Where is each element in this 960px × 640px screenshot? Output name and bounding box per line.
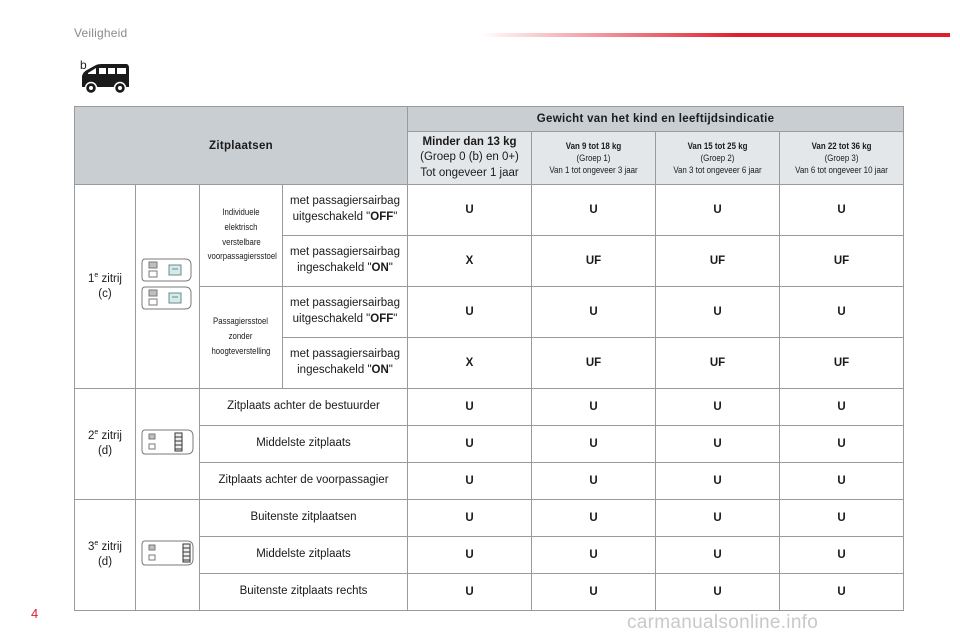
value-cell: UF [780,338,904,389]
seat-type-electric: Individuele elektrisch verstelbare voorpassagiersstoel [200,185,283,287]
row-2-label: 2e zitrij (d) [75,389,136,500]
weight-age-header: Gewicht van het kind en leeftijdsindicatie [408,107,904,132]
airbag-condition: met passagiersairbag uitgeschakeld "OFF" [283,185,408,236]
seat-position: Middelste zitplaats [200,537,408,574]
group-0-header: Minder dan 13 kg (Groep 0 (b) en 0+) Tot ongeveer 1 jaar [408,132,532,185]
table-row [75,389,904,426]
table-row [75,537,904,574]
value-cell: U [408,185,532,236]
seat-position: Buitenste zitplaatsen [200,500,408,537]
value-cell: U [532,574,656,611]
value-cell: U [408,574,532,611]
value-cell: U [656,287,780,338]
value-cell: U [532,426,656,463]
second-row-seat-icon [141,427,195,457]
group-1-header: Van 9 tot 18 kg (Groep 1) Van 1 tot ongeveer 3 jaar [532,132,656,185]
row-1-label: 1e zitrij (c) [75,185,136,389]
seat-type-fixed: Passagiersstoel zonder hoogteverstelling [200,287,283,389]
value-cell: U [656,426,780,463]
seat-position: Middelste zitplaats [200,426,408,463]
section-title: Veiligheid [74,26,128,40]
third-row-diagram-cell [136,500,200,611]
value-cell: U [780,537,904,574]
seat-position: Zitplaats achter de bestuurder [200,389,408,426]
table-row [75,500,904,537]
value-cell: U [656,389,780,426]
value-cell: U [656,463,780,500]
value-cell: U [656,537,780,574]
value-cell: U [532,287,656,338]
second-row-diagram-cell [136,389,200,500]
seats-column-header: Zitplaatsen [75,107,408,185]
value-cell: U [656,574,780,611]
value-cell: X [408,236,532,287]
value-cell: U [532,463,656,500]
value-cell: U [780,185,904,236]
value-cell: U [532,389,656,426]
table-row [75,185,904,236]
value-cell: U [780,463,904,500]
value-cell: U [532,185,656,236]
value-cell: U [408,287,532,338]
value-cell: U [780,500,904,537]
value-cell: UF [532,338,656,389]
front-seat-diagram-cell [136,185,200,389]
vehicle-variant-label: b [80,58,87,72]
page-number: 4 [31,606,39,621]
table-row [75,426,904,463]
value-cell: X [408,338,532,389]
seat-position: Buitenste zitplaats rechts [200,574,408,611]
value-cell: U [408,500,532,537]
front-passenger-seat-icon [141,255,195,313]
third-row-seat-icon [141,538,195,568]
value-cell: U [408,389,532,426]
value-cell: UF [532,236,656,287]
group-3-header: Van 22 tot 36 kg (Groep 3) Van 6 tot ongeveer 10 jaar [780,132,904,185]
value-cell: UF [780,236,904,287]
value-cell: U [408,537,532,574]
airbag-condition: met passagiersairbag uitgeschakeld "OFF" [283,287,408,338]
watermark: carmanualsonline.info [627,612,819,633]
table-row [75,574,904,611]
value-cell: U [656,500,780,537]
van-icon [76,60,132,98]
table-row [75,463,904,500]
value-cell: U [780,287,904,338]
value-cell: U [532,500,656,537]
value-cell: U [408,426,532,463]
value-cell: U [780,574,904,611]
value-cell: UF [656,338,780,389]
value-cell: U [780,389,904,426]
value-cell: U [780,426,904,463]
table-row [75,287,904,338]
airbag-condition: met passagiersairbag ingeschakeld "ON" [283,236,408,287]
value-cell: U [408,463,532,500]
group-2-header: Van 15 tot 25 kg (Groep 2) Van 3 tot ongeveer 6 jaar [656,132,780,185]
child-seat-table [74,106,904,611]
value-cell: U [532,537,656,574]
value-cell: U [656,185,780,236]
value-cell: UF [656,236,780,287]
header-accent-bar [480,33,950,37]
row-3-label: 3e zitrij (d) [75,500,136,611]
airbag-condition: met passagiersairbag ingeschakeld "ON" [283,338,408,389]
seat-position: Zitplaats achter de voorpassagier [200,463,408,500]
